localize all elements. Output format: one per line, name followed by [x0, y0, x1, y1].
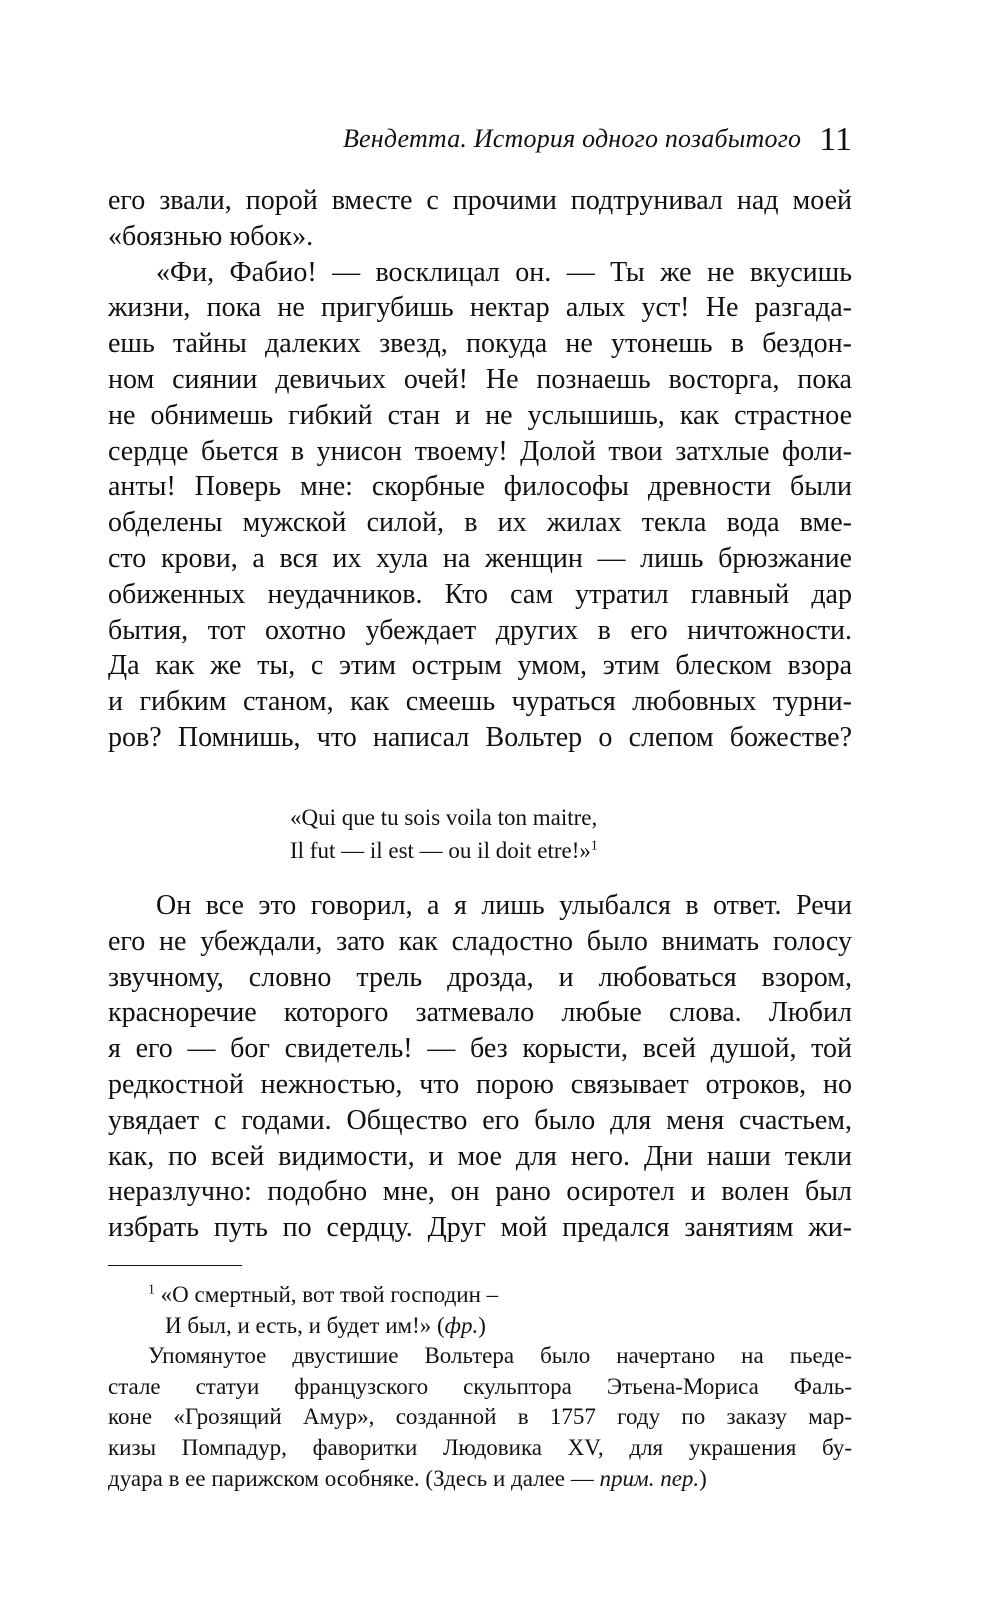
footnote-translation-line: «О смертный, вот твой господин –: [160, 1282, 499, 1307]
closing-paren: ): [478, 1312, 486, 1338]
text-line: ешь тайны далеких звезд, покуда не утонешь в бездон-: [108, 328, 852, 360]
text-line: звучному, словно трель дрозда, и любоваться взором,: [108, 961, 852, 993]
text-line: обделены мужской силой, в их жилах текла вода вме-: [108, 507, 852, 539]
text-line: его не убеждали, зато как сладостно было внимать голосу: [108, 925, 852, 957]
text-line: обиженных неудачников. Кто сам утратил главный дар: [108, 578, 852, 610]
text-line: жизни, пока не пригубишь нектар алых уст! Не разгада-: [108, 292, 852, 324]
text-line: я его — бог свидетель! — без корысти, всей душой, той: [108, 1033, 852, 1065]
text-line: и гибким станом, как смеешь чураться любовных турни-: [108, 686, 852, 718]
text-line: ном сиянии девичьих очей! Не познаешь восторга, пока: [108, 363, 852, 395]
running-title: Вендетта. История одного позабытого: [342, 124, 802, 153]
footnote-divider: [108, 1265, 242, 1266]
verse-quote: [290, 801, 598, 867]
text-line: как, по всей видимости, и мое для него. Дни наши текли: [108, 1140, 852, 1172]
language-abbreviation: фр.: [444, 1312, 479, 1338]
text-line: «Фи, Фабио! — восклицал он. — Ты же не вкусишь: [156, 256, 852, 288]
translator-note-abbreviation: прим. пер.: [599, 1465, 700, 1491]
text-line: сердце бьется в унисон твоему! Долой твои затхлые фоли-: [108, 435, 852, 467]
text-line: «боязнью юбок».: [108, 220, 314, 252]
text-line: Он все это говорил, а я лишь улыбался в ответ. Речи: [156, 890, 852, 921]
footnote-note-line: [108, 1464, 852, 1495]
footnotes: [108, 1280, 852, 1494]
footnote-line: [108, 1280, 852, 1311]
verse-line: Il fut — il est — ou il doit etre!»: [290, 838, 591, 863]
verse-line: «Qui que tu sois voila ton maitre,: [290, 805, 598, 830]
footnote-note-line: Упомянутое двустишие Вольтера было начертано на пьеде-: [148, 1343, 852, 1369]
text-line: увядает с годами. Общество его было для меня счастьем,: [108, 1104, 852, 1136]
footnote-note-line: кизы Помпадур, фаворитки Людовика XV, для украшения бу-: [108, 1434, 852, 1460]
text-line: Да как же ты, с этим острым умом, этим блеском взора: [108, 650, 852, 682]
main-text-top: [108, 183, 852, 756]
text-line: бытия, тот охотно убеждает других в его ничтожности.: [108, 614, 852, 646]
closing-paren: ): [699, 1465, 707, 1491]
footnote-line: [108, 1311, 852, 1342]
footnote-reference[interactable]: 1: [590, 837, 598, 853]
text-line: его звали, порой вместе с прочими подтрунивал над моей: [108, 185, 852, 216]
text-line: редкостной нежностью, что порою связывает отроков, но: [108, 1068, 852, 1100]
text-line: анты! Поверь мне: скорбные философы древности были: [108, 471, 852, 503]
footnote-note-text: дуара в ее парижском особняке. (Здесь и далее —: [108, 1465, 600, 1491]
footnote-note-line: коне «Грозящий Амур», созданной в 1757 году по заказу мар-: [108, 1404, 852, 1430]
main-text-bottom: [108, 888, 852, 1246]
footnote-note-line: стале статуи французского скульптора Этьена-Мориса Фаль-: [108, 1373, 852, 1399]
page-number: 11: [819, 121, 852, 158]
text-line: не обнимешь гибкий стан и не услышишь, как страстное: [108, 399, 852, 431]
text-line: избрать путь по сердцу. Друг мой предался занятиям жи-: [108, 1212, 852, 1244]
footnote-number: 1: [148, 1281, 155, 1297]
text-line: неразлучно: подобно мне, он рано осиротел и волен был: [108, 1176, 852, 1208]
text-line: ров? Помнишь, что написал Вольтер о слепом божестве?: [108, 721, 852, 753]
text-line: красноречие которого затмевало любые слова. Любил: [108, 997, 852, 1029]
text-line: сто крови, а вся их хула на женщин — лишь брюзжание: [108, 542, 852, 574]
running-header: [108, 118, 852, 156]
footnote-translation-line: И был, и есть, и будет им!» (: [165, 1312, 445, 1338]
